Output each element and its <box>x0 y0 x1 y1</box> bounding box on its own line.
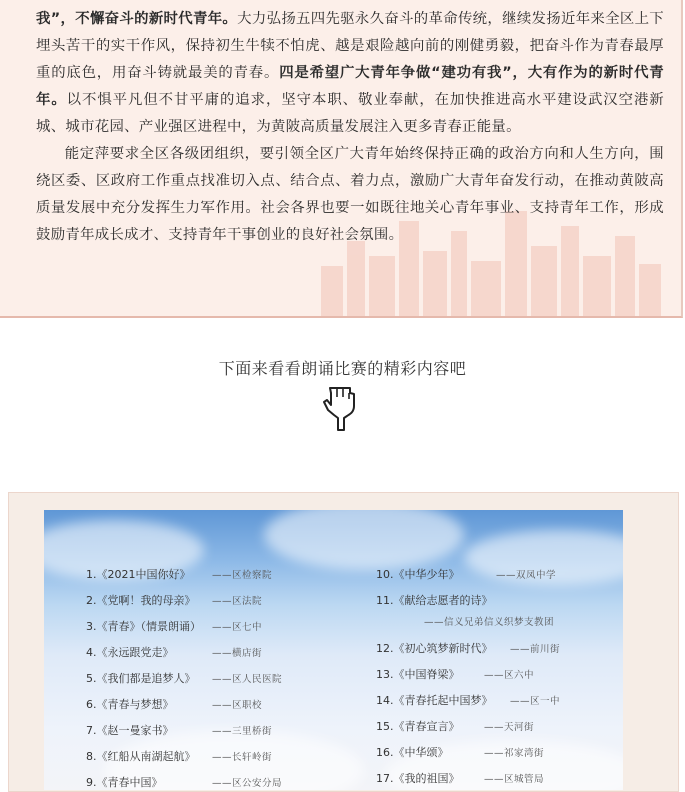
program-item: 8.《红船从南湖起航》 <box>86 750 196 763</box>
program-unit: ——双凤中学 <box>496 570 557 581</box>
section-caption: 下面来看看朗诵比赛的精彩内容吧 <box>218 359 467 378</box>
program-unit: ——区一中 <box>510 696 561 707</box>
program-item: 9.《青春中国》 <box>86 776 163 789</box>
program-item: 10.《中华少年》 <box>376 568 460 581</box>
article-text <box>36 6 664 249</box>
pointing-down-hand-icon <box>320 384 362 432</box>
program-unit: ——区职校 <box>212 700 263 711</box>
program-unit: ——区六中 <box>484 670 535 681</box>
program-unit: ——三里桥街 <box>212 726 273 737</box>
program-item: 13.《中国脊梁》 <box>376 668 460 681</box>
program-unit: ——祁家湾街 <box>484 748 545 759</box>
program-item: 6.《青春与梦想》 <box>86 698 174 711</box>
program-item: 14.《青春托起中国梦》 <box>376 694 493 707</box>
program-item: 4.《永远跟党走》 <box>86 646 174 659</box>
program-item: 12.《初心筑梦新时代》 <box>376 642 493 655</box>
program-unit: ——区法院 <box>212 596 263 607</box>
bold-phrase-1: 我”，不懈奋斗的新时代青年。 <box>36 11 238 27</box>
program-unit: ——天河街 <box>484 722 535 733</box>
program-unit: ——区七中 <box>212 622 263 633</box>
program-item: 2.《党啊！我的母亲》 <box>86 594 196 607</box>
program-unit: ——前川街 <box>510 644 561 655</box>
program-unit: ——区检察院 <box>212 570 273 581</box>
program-item: 5.《我们都是追梦人》 <box>86 672 196 685</box>
program-item: 3.《青春》（情景朗诵） <box>86 620 201 633</box>
program-unit: ——区公安分局 <box>212 778 283 789</box>
program-unit: ——区人民医院 <box>212 674 283 685</box>
text-phrase-2: 以不惧平凡但不甘平庸的追求，坚守本职、敬业奉献，在加快推进高水平建设武汉空港新城、城市花园、产业强区进程中，为黄陂高质量发展注入更多青春正能量。 <box>36 92 664 135</box>
text-phrase-1: 大力弘扬五四先驱永久奋斗的革命传统，继续发扬近年来全区上下埋头苦干的实干作风，保持初生牛犊不怕虎、越是艰险越向前的刚健勇毅，把奋斗作为青春最厚重的底色，用奋斗铸就最美的青春。 <box>36 11 664 81</box>
program-unit: ——横店街 <box>212 648 263 659</box>
paragraph-1 <box>36 6 664 141</box>
program-item: 11.《献给志愿者的诗》 <box>376 594 493 607</box>
program-item: 7.《赵一曼家书》 <box>86 724 174 737</box>
program-item: 1.《2021中国你好》 <box>86 568 191 581</box>
program-item: 17.《我的祖国》 <box>376 772 460 785</box>
program-unit: ——信义兄弟信义织梦支教团 <box>424 617 555 628</box>
bold-phrase-2: 四是希望广大青年争做“建功有我”，大有作为的新时代青年。 <box>36 65 664 108</box>
program-item: 16.《中华颂》 <box>376 746 449 759</box>
article-panel <box>0 0 683 318</box>
program-unit: ——长轩岭街 <box>212 752 273 763</box>
paragraph-2: 能定萍要求全区各级团组织，要引领全区广大青年始终保持正确的政治方向和人生方向，围绕区委、区政府工作重点找准切入点、结合点、着力点，激励广大青年奋发行动，在推动黄陂高质量发展中充分发挥生力军作用。社会各界也要一如既往地关心青年事业、支持青年工作，形成鼓励青年成长成才、支持青年干事创业的良好社会氛围。 <box>36 146 664 243</box>
program-item: 15.《青春宣言》 <box>376 720 460 733</box>
program-list-board <box>44 510 623 790</box>
program-unit: ——区城管局 <box>484 774 545 785</box>
